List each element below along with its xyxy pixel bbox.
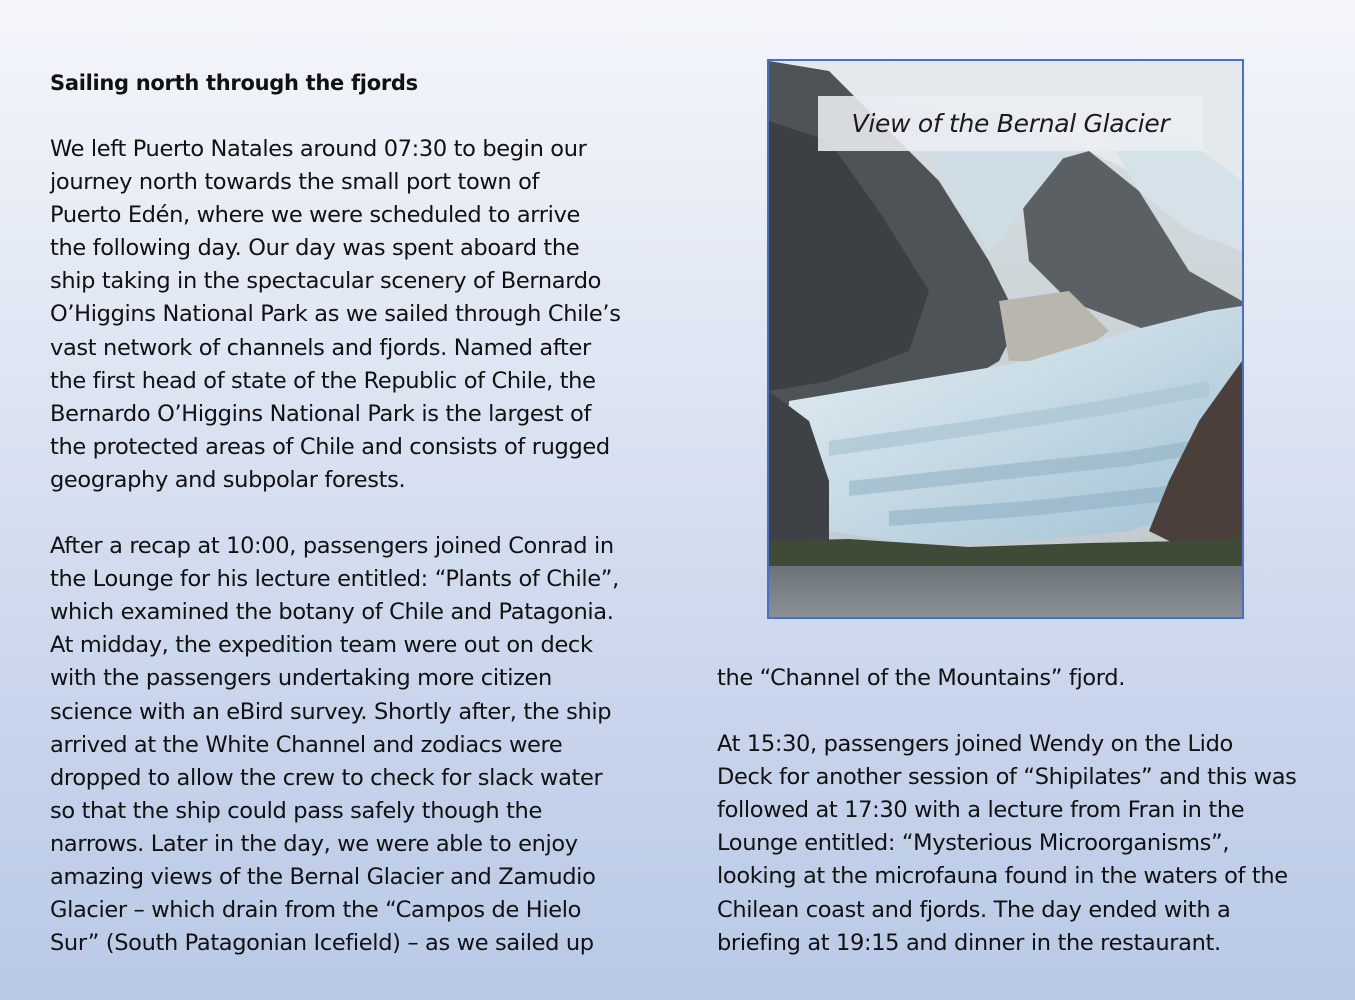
photo-caption: View of the Bernal Glacier	[818, 96, 1203, 151]
left-column	[50, 67, 650, 993]
paragraph-2: After a recap at 10:00, passengers joined Conrad in the Lounge for his lecture entitled: “Plants of Chile”, which examined the botany of Chile and Patagonia. At midday, the expedition team were out on deck with the passengers undertaking more citizen science with an eBird survey. Shortly after, the ship arrived at the White Channel and zodiacs were dropped to allow the crew to check for slack water so that the ship could pass safely though the narrows. Later in the day, we were able to enjoy amazing views of the Bernal Glacier and Zamudio Glacier – which drain from the “Campos de Hielo Sur” (South Patagonian Icefield) – as we sailed up	[50, 533, 619, 957]
right-column	[717, 662, 1327, 993]
paragraph-3: At 15:30, passengers joined Wendy on the Lido Deck for another session of “Shipilates” and this was followed at 17:30 with a lecture from Fran in the Lounge entitled: “Mysterious Microorganisms”, looking at the microfauna found in the waters of the Chilean coast and fjords. The day ended with a briefing at 19:15 and dinner in the restaurant.	[717, 731, 1297, 956]
paragraph-2-continued: the “Channel of the Mountains” fjord.	[717, 665, 1126, 691]
article-title: Sailing north through the fjords	[50, 71, 418, 95]
paragraph-1: We left Puerto Natales around 07:30 to begin our journey north towards the small port town of Puerto Edén, where we were scheduled to arrive the following day. Our day was spent aboard the ship taking in the spectacular scenery of Bernardo O’Higgins National Park as we sailed through Chile’s vast network of channels and fjords. Named after the first head of state of the Republic of Chile, the Bernardo O’Higgins National Park is the largest of the protected areas of Chile and consists of rugged geography and subpolar forests.	[50, 136, 621, 493]
